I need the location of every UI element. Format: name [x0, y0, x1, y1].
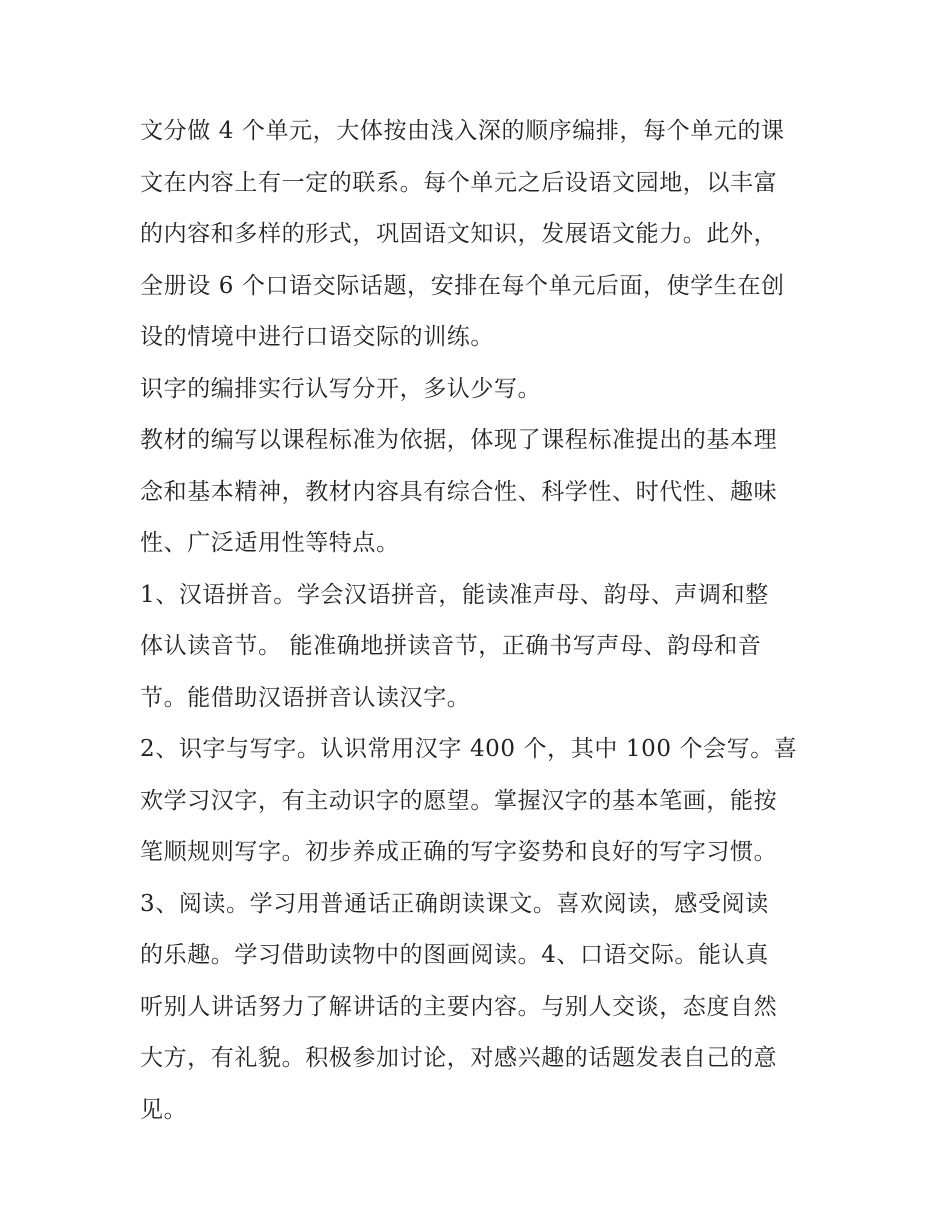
- text-line: 体认读音节。 能准确地拼读音节，正确书写声母、韵母和音: [140, 633, 762, 659]
- text-line: 1、汉语拼音。学会汉语拼音，能读准声母、韵母、声调和整: [140, 581, 769, 608]
- text-line: 教材的编写以课程标准为依据，体现了课程标准提出的基本理: [140, 427, 778, 453]
- text-line: 见。: [140, 1096, 188, 1123]
- text-line: 念和基本精神，教材内容具有综合性、科学性、时代性、趣味: [140, 478, 778, 505]
- text-line: 笔顺规则写字。初步养成正确的写字姿势和良好的写字习惯。: [140, 839, 778, 865]
- document-body: [140, 106, 812, 1136]
- text-line: 节。能借助汉语拼音认读汉字。: [140, 684, 471, 711]
- paragraph-pinyin: [140, 570, 812, 725]
- paragraph-units: [140, 106, 812, 364]
- text-line: 全册设 6 个口语交际话题，安排在每个单元后面，使学生在创: [140, 272, 785, 299]
- paragraph-reading-speaking: [140, 879, 812, 1137]
- text-line: 设的情境中进行口语交际的训练。: [140, 324, 494, 350]
- text-line: 的乐趣。学习借助读物中的图画阅读。4、口语交际。能认真: [140, 942, 769, 968]
- paragraph-curriculum-standard: [140, 415, 812, 570]
- text-line: 听别人讲话努力了解讲话的主要内容。与别人交谈，态度自然: [140, 993, 778, 1020]
- text-line: 识字的编排实行认写分开，多认少写。: [140, 375, 542, 402]
- text-line: 文分做 4 个单元，大体按由浅入深的顺序编排，每个单元的课: [140, 118, 785, 144]
- text-line: 的内容和多样的形式，巩固语文知识，发展语文能力。此外，: [140, 221, 778, 247]
- paragraph-characters: [140, 724, 812, 879]
- text-line: 欢学习汉字，有主动识字的愿望。掌握汉字的基本笔画，能按: [140, 787, 778, 814]
- text-line: 大方，有礼貌。积极参加讨论，对感兴趣的话题发表自己的意: [140, 1045, 778, 1071]
- text-line: 文在内容上有一定的联系。每个单元之后设语文园地，以丰富: [140, 169, 778, 196]
- paragraph-literacy-arrangement: [140, 364, 812, 416]
- text-line: 性、广泛适用性等特点。: [140, 530, 400, 556]
- text-line: 2、识字与写字。认识常用汉字 400 个，其中 100 个会写。喜: [140, 736, 798, 762]
- text-line: 3、阅读。学习用普通话正确朗读课文。喜欢阅读，感受阅读: [140, 890, 769, 917]
